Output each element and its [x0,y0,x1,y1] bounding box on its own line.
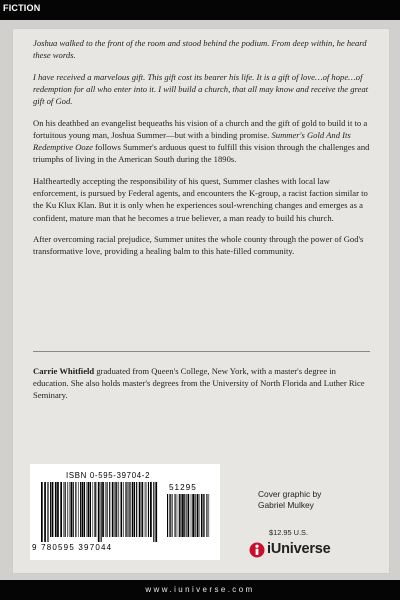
barcode-bar [201,494,202,537]
barcode-bar [155,482,157,542]
barcode-bar [87,482,88,537]
barcode-bar [145,482,146,537]
barcode-bar [142,482,143,537]
barcode-bar [118,482,119,537]
barcode-bar [98,482,100,542]
author-bio-text: graduated from Queen's College, New York, with a master's degree in education. She also holds master's degrees from the University of North Florida and Luther Rice Seminary. [33,366,365,401]
barcode-bar [197,494,199,537]
barcode-bar [136,482,137,537]
barcode-bar [184,494,185,537]
barcode-bar [112,482,114,537]
church-quote: I have received a marvelous gift. This gift cost its bearer his life. It is a gift of love…of hope…of redemption for all who enter into it. I will build a church, that all may know and receive the great gift of God. [33,71,369,107]
author-bio [33,365,373,402]
barcode-bar [129,482,130,537]
barcode-bar [188,494,190,537]
barcode-bar [78,482,79,537]
barcode-bar [169,494,170,537]
barcode-bar [52,482,54,537]
blurb [33,37,373,267]
barcode-bar [182,494,184,537]
barcode-bar [148,482,149,537]
barcode-bar [132,482,134,537]
barcode-bar [57,482,59,537]
barcode-bar [70,482,72,537]
barcode-bar [121,482,122,537]
cover-credit-line-1: Cover graphic by [258,489,322,499]
addon-barcode-bars [166,494,212,542]
barcode-bar [172,494,173,537]
barcode-bar [170,494,171,537]
barcode-bar [186,494,187,537]
bottom-banner [0,580,400,600]
barcode-bar [199,494,200,537]
barcode-bar [64,482,65,537]
barcode-bar [191,494,192,537]
barcode-bar [126,482,127,537]
barcode-bar [90,482,91,537]
barcode-bar [95,482,96,537]
summary-paragraph-2: Halfheartedly accepting the responsibility of his quest, Summer clashes with local law enforcement, is pursued by Federal agents, and encounters the K-group, a racist faction similar to the Ku Klux Klan. But it is only when he experiences soul-wrenching changes and emerges as a confident, mature man that he becomes a true believer, a man ready to build his church. [33,176,368,223]
summary-paragraph-3: After overcoming racial prejudice, Summer unites the whole county through the power of God's transformative love, providing a healing balm to this hate-filled community. [33,234,364,257]
barcode-bar [209,494,210,537]
barcode-bar [82,482,84,537]
cover-credit [258,489,321,510]
barcode-bar [109,482,110,537]
barcode-bar [204,494,205,537]
barcode-bar [88,482,90,537]
barcode-bar [73,482,74,537]
barcode-bar [150,482,152,537]
price: $12.95 U.S. [269,528,309,537]
barcode-bar [65,482,66,537]
barcode-bar [67,482,68,537]
barcode-bar [105,482,106,537]
barcode-bar [116,482,117,537]
publisher-logo [249,541,349,559]
barcode-bar [47,482,48,542]
summary-paragraph-1 [33,117,373,166]
ean-barcode-bars [40,482,158,542]
isbn-number: ISBN 0-595-39704-2 [66,471,151,480]
iuniverse-logo-icon [249,542,265,558]
genre-label: FICTION [3,3,41,13]
barcode-bar [102,482,104,537]
book-title: Summer's Gold And Its Redemptive Ooze [33,130,351,153]
barcode-bar [179,494,180,537]
price-code: 51295 [169,483,197,492]
barcode-bar [60,482,62,537]
barcode-bar [80,482,81,537]
barcode-bar [101,482,102,542]
barcode-bar [175,494,176,537]
barcode-bar [167,494,168,537]
opening-quote: Joshua walked to the front of the room and stood behind the podium. From deep within, he heard these words. [33,38,367,61]
barcode-bar [146,482,147,537]
barcode-bar [94,482,95,537]
divider [33,351,370,352]
barcode-bar [139,482,141,537]
barcode-bar [206,494,207,537]
barcode-bar [44,482,46,542]
barcode-bar [41,482,43,542]
barcode-bar [69,482,70,537]
publisher-logo-text: iUniverse [267,541,331,557]
barcode-bar [192,494,194,537]
barcode-bar [84,482,85,537]
barcode-bar [130,482,131,537]
publisher-url: www.iuniverse.com [145,585,255,594]
barcode-bar [141,482,142,537]
barcode-bar [123,482,124,537]
barcode-bar [93,482,94,537]
barcode-bar [125,482,126,537]
barcode-bar [180,494,181,537]
barcode-bar [195,494,196,537]
author-name: Carrie Whitfield [33,366,95,376]
ean-number: 9 780595 397044 [32,543,113,552]
top-banner [0,0,400,20]
barcode-bar [177,494,178,537]
summary-paragraph-1-end: follows Summer's arduous quest to fulfill this vision through the challenges and triumphs of living in the American South during the 1890s. [33,142,370,165]
cover-credit-line-2: Gabriel Mulkey [258,499,314,510]
summary-paragraph-1-start: On his deathbed an evangelist bequeaths his vision of a church and the gift of gold to build it to a fortuitous young man, Joshua Summer—but with a binding promise. [33,117,368,140]
barcode-bar [120,482,121,537]
barcode-bar [75,482,76,537]
barcode [30,464,220,560]
barcode-bar [203,494,204,537]
barcode-bar [134,482,135,537]
barcode-bar [115,482,116,537]
barcode-bar [107,482,108,537]
barcode-bar [153,482,154,542]
barcode-bar [55,482,57,537]
barcode-bar [50,482,51,537]
